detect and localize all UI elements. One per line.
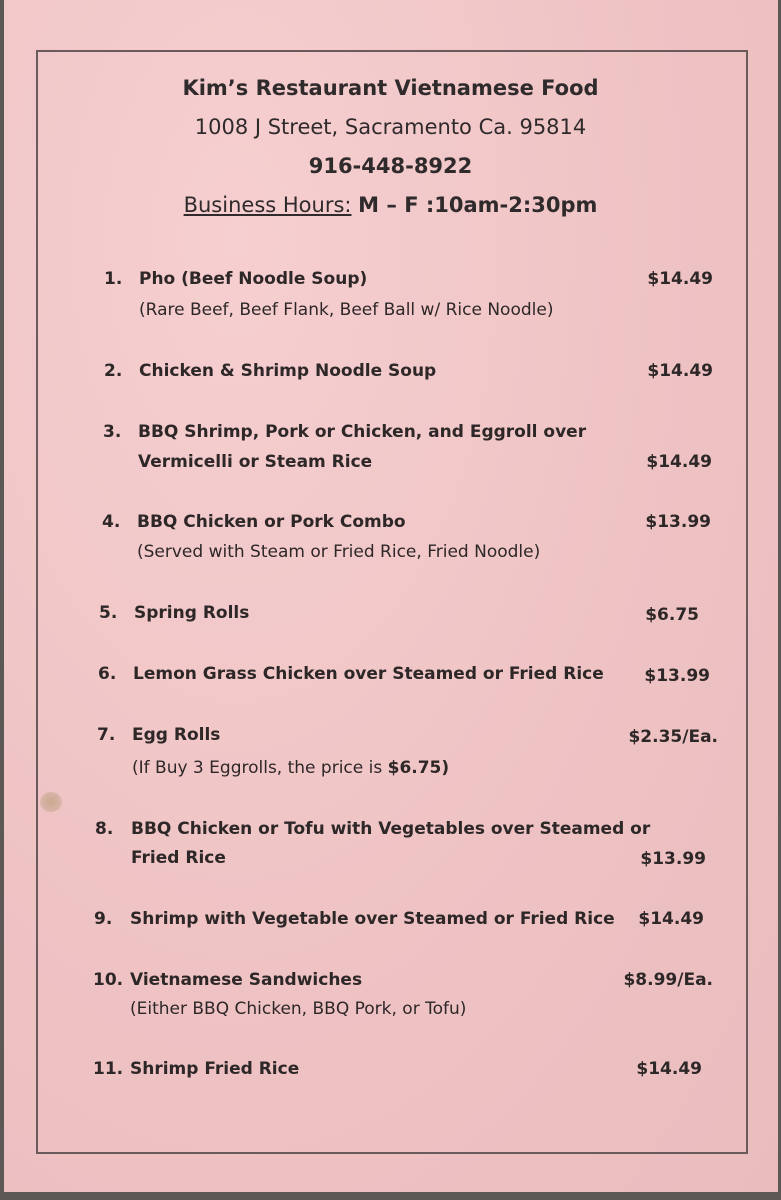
item-description: (Either BBQ Chicken, BBQ Pork, or Tofu) [130,999,467,1019]
item-number: 9. [94,909,113,929]
restaurant-address: 1008 J Street, Sacramento Ca. 95814 [194,115,587,139]
restaurant-name: Kim’s Restaurant Vietnamese Food [182,76,599,100]
item-description [132,758,449,778]
item-number: 10. [93,970,124,990]
item-description: (Served with Steam or Fried Rice, Fried Noodle) [137,542,541,562]
item-number: 8. [95,819,114,839]
item-name: Spring Rolls [134,603,250,623]
business-hours-value: M – F :10am-2:30pm [358,193,598,217]
item-name: Lemon Grass Chicken over Steamed or Fried Rice [133,664,604,684]
stain-spot [40,792,62,812]
item-price: $13.99 [644,666,710,686]
item-name: Shrimp with Vegetable over Steamed or Fried Rice [130,909,615,929]
item-price: $13.99 [645,512,711,532]
item-price: $2.35/Ea. [628,727,718,747]
business-hours [0,193,781,217]
item-name-line2: Fried Rice [131,848,226,868]
item-name: BBQ Chicken or Tofu with Vegetables over Steamed or [131,819,651,839]
item-number: 3. [103,422,122,442]
item-name: Vietnamese Sandwiches [130,970,363,990]
item-price: $13.99 [640,849,706,869]
item-name: BBQ Shrimp, Pork or Chicken, and Eggroll over [138,422,587,442]
item-name: Pho (Beef Noodle Soup) [139,269,368,289]
item-number: 6. [98,664,117,684]
item-number: 11. [93,1059,124,1079]
item-name: Shrimp Fried Rice [130,1059,300,1079]
item-name-line2: Vermicelli or Steam Rice [138,452,373,472]
item-number: 5. [99,603,118,623]
restaurant-phone: 916-448-8922 [308,154,473,178]
item-price: $8.99/Ea. [623,970,713,990]
item-name: BBQ Chicken or Pork Combo [137,512,406,532]
item-description: (Rare Beef, Beef Flank, Beef Ball w/ Rice Noodle) [139,300,554,320]
item-number: 2. [104,361,123,381]
item-price: $14.49 [647,361,713,381]
item-number: 7. [97,725,116,745]
item-price: $6.75 [645,605,699,625]
item-price: $14.49 [636,1059,702,1079]
item-price: $14.49 [638,909,704,929]
business-hours-label: Business Hours: [183,193,352,217]
item-name: Egg Rolls [132,725,221,745]
item-description-text: (If Buy 3 Eggrolls, the price is [132,758,383,778]
item-name: Chicken & Shrimp Noodle Soup [139,361,437,381]
item-description-price: $6.75) [387,758,450,778]
item-price: $14.49 [646,452,712,472]
item-number: 1. [104,269,123,289]
item-number: 4. [102,512,121,532]
item-price: $14.49 [647,269,713,289]
